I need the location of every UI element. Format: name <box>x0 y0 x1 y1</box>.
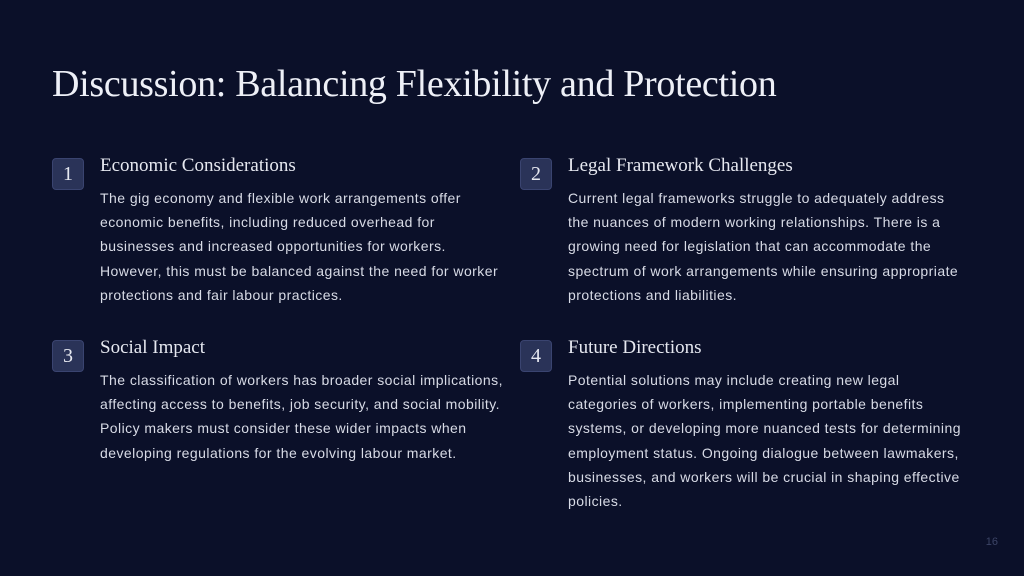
card-heading: Social Impact <box>100 337 205 358</box>
number-badge: 3 <box>52 340 84 372</box>
card-body: The gig economy and flexible work arrangements offer economic benefits, including reduced overhead for businesses and increased opportunities for workers. However, this must be balanced against the need for worker protections and fair labour practices. <box>100 190 499 303</box>
number-badge: 2 <box>520 158 552 190</box>
number-badge: 4 <box>520 340 552 372</box>
card-heading: Legal Framework Challenges <box>568 155 793 176</box>
card-heading: Economic Considerations <box>100 155 296 176</box>
card-body: The classification of workers has broader social implications, affecting access to benefits, job security, and social mobility. Policy makers must consider these wider impacts when developing regulations for the evolving labour market. <box>100 372 503 461</box>
page-number: 16 <box>985 536 998 548</box>
card-body: Current legal frameworks struggle to adequately address the nuances of modern working relationships. There is a growing need for legislation that can accommodate the spectrum of work arrangements while ensuring appropriate protections and liabilities. <box>568 190 959 303</box>
slide-title: Discussion: Balancing Flexibility and Protection <box>52 63 777 105</box>
number-badge: 1 <box>52 158 84 190</box>
card-heading: Future Directions <box>568 337 702 358</box>
card-body: Potential solutions may include creating new legal categories of workers, implementing portable benefits systems, or developing more nuanced tests for determining employment status. Ongoing dialogue between lawmakers, businesses, and workers will be crucial in shaping effective policies. <box>568 372 961 510</box>
